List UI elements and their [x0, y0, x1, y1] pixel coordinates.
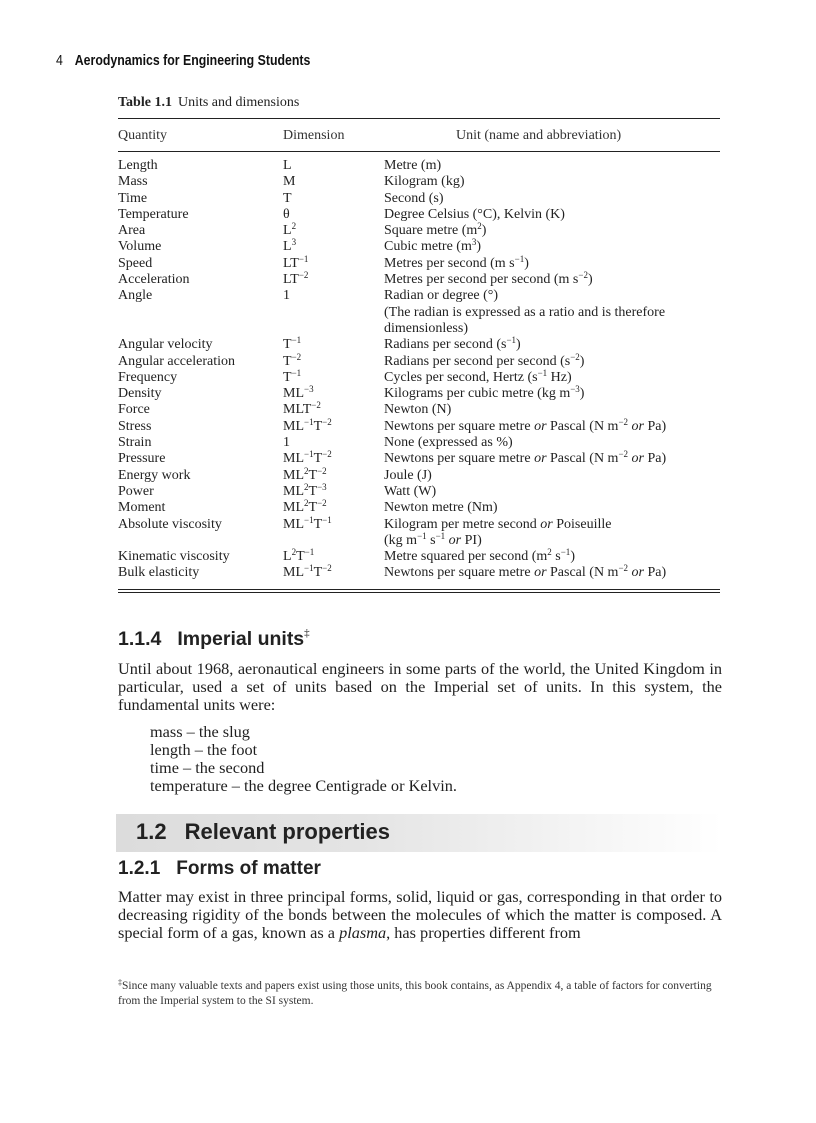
cell-quantity: Moment [118, 500, 166, 516]
section-1-2-heading [136, 819, 390, 845]
cell-quantity: Bulk elasticity [118, 565, 200, 581]
section-title: Forms of matter [176, 858, 321, 879]
cell-quantity: Time [118, 190, 148, 206]
cell-dimension: $LT^{-2}$ [283, 270, 309, 288]
header-quantity: Quantity [118, 128, 167, 143]
section-number: 1.2 [136, 819, 167, 844]
cell-unit: Kilogram (kg) [384, 174, 465, 190]
table-row [0, 191, 816, 207]
cell-unit: Cubic metre $(m^3)$ [384, 237, 482, 255]
table-bottom-rule-2 [118, 592, 720, 593]
table-header-row [0, 128, 816, 144]
table-row [0, 239, 816, 255]
book-title: Aerodynamics for Engineering Students [74, 53, 311, 69]
cell-dimension: L [283, 158, 292, 173]
cell-unit: Metres per second (m $s^{-1}$) [384, 253, 529, 271]
cell-quantity: Temperature [118, 206, 189, 222]
section-1-2-1-heading [118, 858, 321, 880]
cell-dimension: $ML^{-1}T^{-2}$ [283, 563, 332, 581]
cell-unit: Radian or degree (°) [384, 288, 499, 304]
cell-quantity: Speed [118, 255, 153, 271]
table-row [0, 174, 816, 190]
cell-unit: Radians per second $(s^{-1})$ [384, 335, 521, 353]
cell-quantity: Density [118, 386, 162, 402]
table-row [0, 451, 816, 467]
header-dimension: Dimension [283, 128, 345, 143]
cell-dimension: $ML^{-3}$ [283, 384, 314, 402]
cell-unit: Newton metre (Nm) [384, 500, 498, 516]
table-row [0, 158, 816, 174]
footnote-mark: ‡ [304, 627, 310, 639]
table-row [0, 223, 816, 239]
table-row [0, 288, 816, 304]
cell-unit: Metres per second per second (m $s^{-2}$) [384, 270, 593, 288]
cell-dimension: θ [283, 206, 290, 222]
running-header [56, 53, 310, 69]
cell-quantity: Angle [118, 288, 153, 304]
table-row [0, 530, 816, 549]
list-item: time – the second [150, 758, 265, 777]
cell-quantity: Absolute viscosity [118, 516, 222, 532]
table-row [0, 514, 816, 533]
cell-unit: Square metre $(m^2)$ [384, 221, 487, 239]
forms-of-matter-paragraph: Matter may exist in three principal forms, solid, liquid or gas, corresponding in that order to decreasing rigidity of the bonds between the molecules of which the matter is composed. A special form of a gas, known as a plasma, has properties different from [118, 887, 722, 942]
table-caption-text: Units and dimensions [177, 95, 300, 110]
table-row [0, 549, 816, 565]
cell-unit: Newtons per square metre or Pascal (N $m^{-2}$ or Pa) [384, 563, 667, 581]
cell-dimension: $ML^{-1}T^{-2}$ [283, 416, 332, 434]
imperial-units-intro: Until about 1968, aeronautical engineers in some parts of the world, the United Kingdom in particular, used a set of units based on the Imperial set of units. In this system, the fundamental units were: [118, 659, 722, 714]
cell-quantity: Mass [118, 174, 148, 190]
cell-unit: (kg $m^{-1}$ $s^{-1}$ or PI) [384, 530, 482, 548]
table-bottom-rule-1 [118, 589, 720, 590]
table-body [0, 158, 816, 582]
header-unit: Unit (name and abbreviation) [456, 128, 622, 143]
footnote [118, 979, 724, 1009]
cell-quantity: Pressure [118, 451, 166, 467]
cell-quantity: Angular velocity [118, 337, 213, 353]
section-title: Relevant properties [184, 819, 390, 844]
table-row [0, 207, 816, 223]
table-row [0, 565, 816, 581]
cell-dimension: $ML^{-1}T^{-2}$ [283, 449, 332, 467]
cell-quantity: Length [118, 158, 158, 173]
table-row [0, 465, 816, 484]
cell-dimension: 1 [283, 288, 290, 304]
cell-dimension: $T^{-1}$ [283, 367, 302, 385]
cell-dimension: $ML^2T^{-2}$ [283, 465, 327, 483]
cell-unit: Newtons per square metre or Pascal (N $m^{-2}$ or Pa) [384, 449, 667, 467]
cell-dimension: $ML^2T^{-3}$ [283, 481, 327, 499]
table-row [0, 386, 816, 402]
cell-unit: Second (s) [384, 190, 444, 206]
cell-unit: Degree Celsius (°C), Kelvin (K) [384, 206, 565, 222]
cell-dimension: $L^2$ [283, 221, 297, 239]
footnote-text: Since many valuable texts and papers exist using those units, this book contains, as Appendix 4, a table of factors for converting from the Imperial system to the SI system. [118, 980, 712, 1007]
cell-unit: Metre squared per second ($m^2$ $s^{-1}$) [384, 547, 575, 565]
cell-quantity: Strain [118, 435, 152, 451]
cell-dimension: $LT^{-1}$ [283, 253, 309, 271]
cell-dimension: $ML^{-1}T^{-1}$ [283, 514, 332, 532]
cell-quantity: Energy work [118, 467, 191, 483]
table-top-rule [118, 118, 720, 119]
table-row [0, 416, 816, 435]
cell-dimension: $L^3$ [283, 237, 297, 255]
section-number: 1.1.4 [118, 628, 162, 650]
cell-unit: dimensionless) [384, 320, 468, 336]
cell-dimension: $ML^2T^{-2}$ [283, 498, 327, 516]
table-row [0, 481, 816, 500]
cell-unit: Watt (W) [384, 483, 437, 499]
table-header-rule [118, 151, 720, 152]
cell-dimension: $MLT^{-2}$ [283, 400, 321, 418]
cell-quantity: Angular acceleration [118, 353, 235, 369]
table-row [0, 305, 816, 321]
cell-unit: Radians per second per second $(s^{-2})$ [384, 351, 585, 369]
list-item: length – the foot [150, 740, 258, 759]
cell-dimension: T [283, 190, 292, 206]
table-row [0, 272, 816, 288]
cell-unit: Metre (m) [384, 158, 442, 173]
cell-dimension: $T^{-2}$ [283, 351, 302, 369]
cell-unit: (The radian is expressed as a ratio and is therefore [384, 304, 666, 320]
table-row [0, 367, 816, 386]
cell-dimension: M [283, 174, 296, 190]
cell-dimension: $L^2T^{-1}$ [283, 547, 315, 565]
cell-quantity: Power [118, 483, 154, 499]
cell-unit: Cycles per second, Hertz ($s^{-1}$ Hz) [384, 367, 572, 385]
cell-quantity: Frequency [118, 369, 178, 385]
table-row [0, 253, 816, 272]
table-row [0, 500, 816, 516]
cell-unit: Newtons per square metre or Pascal (N $m^{-2}$ or Pa) [384, 416, 667, 434]
cell-quantity: Volume [118, 239, 162, 255]
table-label: Table 1.1 [118, 95, 172, 110]
table-row [0, 321, 816, 337]
table-row [0, 435, 816, 451]
table-row [0, 402, 816, 418]
cell-unit: Kilogram per metre second or Poiseuille [384, 516, 612, 532]
table-row [0, 337, 816, 353]
cell-quantity: Acceleration [118, 272, 190, 288]
cell-unit: None (expressed as %) [384, 435, 513, 451]
table-caption [118, 95, 299, 111]
list-item: temperature – the degree Centigrade or Kelvin. [150, 776, 457, 795]
cell-dimension: $T^{-1}$ [283, 335, 302, 353]
table-row [0, 351, 816, 370]
list-item: mass – the slug [150, 722, 250, 741]
cell-unit: Kilograms per cubic metre (kg $m^{-3}$) [384, 384, 585, 402]
section-number: 1.2.1 [118, 858, 161, 879]
cell-unit: Joule (J) [384, 467, 432, 483]
section-1-1-4-heading [118, 628, 310, 651]
cell-unit: Newton (N) [384, 402, 452, 418]
cell-dimension: 1 [283, 435, 290, 451]
cell-quantity: Kinematic viscosity [118, 549, 230, 565]
cell-quantity: Force [118, 402, 150, 418]
cell-quantity: Stress [118, 418, 152, 434]
cell-quantity: Area [118, 223, 146, 239]
footnote-mark: ‡ [118, 978, 122, 987]
imperial-units-list [150, 723, 457, 795]
page-number: 4 [56, 53, 63, 69]
section-title: Imperial units [177, 628, 305, 650]
